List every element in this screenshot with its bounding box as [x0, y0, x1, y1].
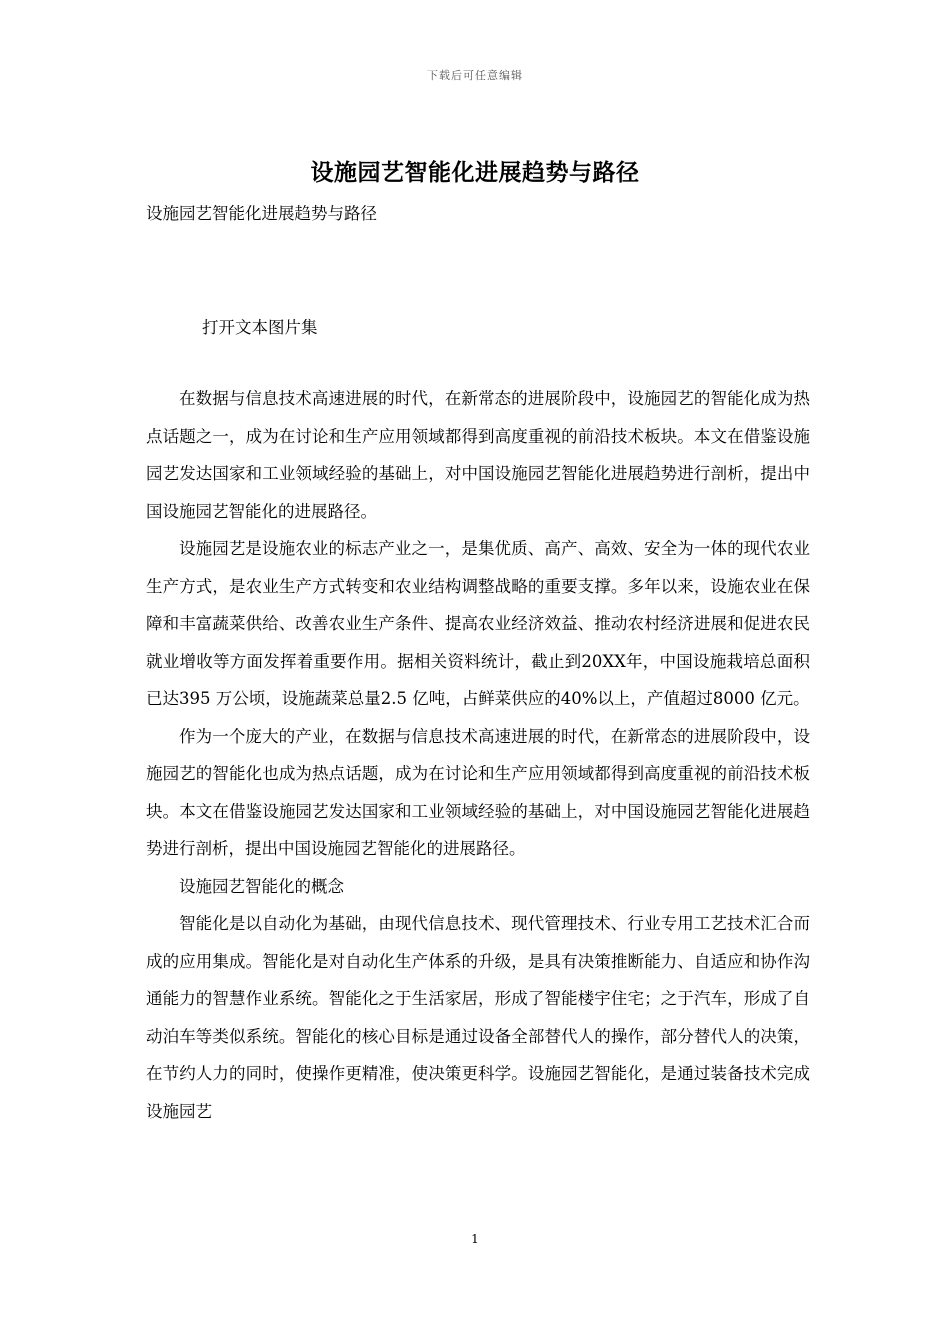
section-heading: 设施园艺智能化的概念 — [179, 876, 344, 896]
body-paragraph: 在数据与信息技术高速进展的时代，在新常态的进展阶段中，设施园艺的智能化成为热点话题之一，成为在讨论和生产应用领域都得到高度重视的前沿技术板块。本文在借鉴设施园艺发达国家和工业领域经验的基础上，对中国设施园艺智能化进展趋势进行剖析，提出中国设施园艺智能化的进展路径。 — [146, 389, 810, 521]
body-paragraph: 设施园艺是设施农业的标志产业之一，是集优质、高产、高效、安全为一体的现代农业生产方式，是农业生产方式转变和农业结构调整战略的重要支撑。多年以来，设施农业在保障和丰富蔬菜供给、改善农业生产条件、提高农业经济效益、推动农村经济进展和促进农民就业增收等方面发挥着重要作用。据相关资料统计，截止到20XX年，中国设施栽培总面积已达395 万公顷，设施蔬菜总量2.5 亿吨，占鲜菜供应的40%以上，产值超过8000 亿元。 — [146, 539, 810, 708]
document-subtitle: 设施园艺智能化进展趋势与路径 — [146, 204, 377, 223]
document-body — [146, 380, 810, 1130]
body-paragraph: 智能化是以自动化为基础，由现代信息技术、现代管理技术、行业专用工艺技术汇合而成的应用集成。智能化是对自动化生产体系的升级，是具有决策推断能力、自适应和协作沟通能力的智慧作业系统。智能化之于生活家居，形成了智能楼宇住宅；之于汽车，形成了自动泊车等类似系统。智能化的核心目标是通过设备全部替代人的操作，部分替代人的决策，在节约人力的同时，使操作更精准，使决策更科学。设施园艺智能化，是通过装备技术完成设施园艺 — [146, 914, 810, 1121]
header-note: 下载后可任意编辑 — [427, 69, 523, 82]
page-number: 1 — [471, 1232, 479, 1246]
document-title: 设施园艺智能化进展趋势与路径 — [310, 159, 640, 186]
body-paragraph: 作为一个庞大的产业，在数据与信息技术高速进展的时代，在新常态的进展阶段中，设施园艺的智能化也成为热点话题，成为在讨论和生产应用领域都得到高度重视的前沿技术板块。本文在借鉴设施园艺发达国家和工业领域经验的基础上，对中国设施园艺智能化进展趋势进行剖析，提出中国设施园艺智能化的进展路径。 — [146, 726, 810, 858]
open-image-set-link[interactable]: 打开文本图片集 — [202, 318, 318, 337]
